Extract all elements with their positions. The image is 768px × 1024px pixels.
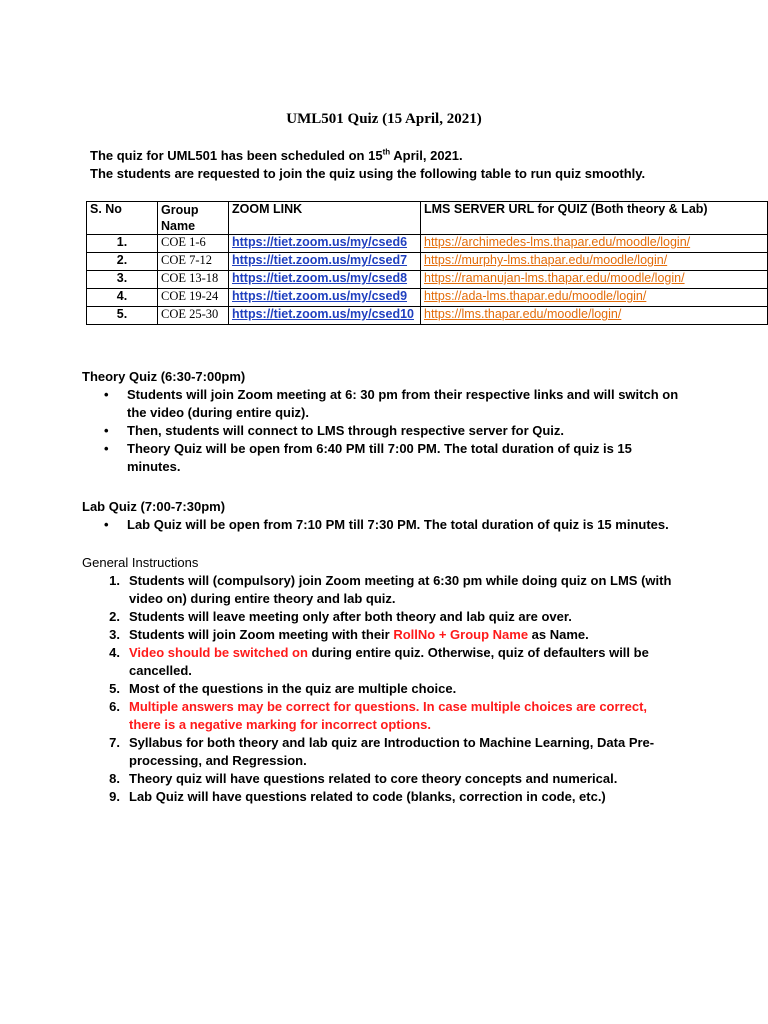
list-item-text: Most of the questions in the quiz are multiple choice. — [129, 681, 457, 696]
table-row — [87, 307, 768, 325]
lms-link[interactable]: https://ramanujan-lms.thapar.edu/moodle/login/ — [421, 271, 768, 289]
theory-quiz-heading: Theory Quiz (6:30-7:00pm) — [82, 369, 246, 384]
lms-link[interactable]: https://ada-lms.thapar.edu/moodle/login/ — [421, 289, 768, 307]
list-item-text: during entire quiz. Otherwise, quiz of defaulters will be cancelled. — [129, 645, 649, 678]
list-item-text: Students will join Zoom meeting at 6: 30 pm from their respective links and will switch on the video (during entire quiz). — [127, 387, 679, 420]
lms-link[interactable]: https://murphy-lms.thapar.edu/moodle/login/ — [421, 253, 768, 271]
lab-quiz-section — [82, 498, 702, 534]
bullet-icon: • — [104, 423, 109, 438]
list-number: 5. — [109, 681, 120, 696]
list-item-text: Theory quiz will have questions related to core theory concepts and numerical. — [129, 771, 618, 786]
list-item — [82, 608, 682, 626]
zoom-link[interactable]: https://tiet.zoom.us/my/csed10 — [229, 307, 421, 325]
list-item — [82, 680, 682, 698]
header-group-line1: Group — [161, 203, 199, 217]
row-sno: 1. — [87, 235, 158, 253]
theory-quiz-section — [82, 368, 682, 476]
row-sno: 2. — [87, 253, 158, 271]
intro-paragraph — [90, 147, 645, 183]
zoom-link[interactable]: https://tiet.zoom.us/my/csed7 — [229, 253, 421, 271]
header-group-line2: Name — [161, 219, 196, 233]
general-instructions-section — [82, 554, 682, 806]
table-header-row — [87, 202, 768, 235]
list-item-text: Lab Quiz will have questions related to code (blanks, correction in code, etc.) — [129, 789, 606, 804]
header-group-name — [158, 202, 229, 235]
links-table — [86, 201, 768, 325]
bullet-icon: • — [104, 517, 109, 532]
header-lms-url: LMS SERVER URL for QUIZ (Both theory & Lab) — [421, 202, 768, 235]
list-item-text: Then, students will connect to LMS through respective server for Quiz. — [127, 423, 565, 438]
intro-date-superscript: th — [382, 147, 391, 157]
lab-quiz-list — [82, 516, 702, 534]
list-item — [82, 698, 682, 734]
list-number: 9. — [109, 789, 120, 804]
list-item-text: Students will leave meeting only after both theory and lab quiz are over. — [129, 609, 572, 624]
list-number: 4. — [109, 645, 120, 660]
row-group: COE 1-6 — [158, 235, 229, 253]
row-group: COE 7-12 — [158, 253, 229, 271]
list-item — [82, 644, 682, 680]
list-item — [82, 440, 682, 476]
list-number: 8. — [109, 771, 120, 786]
intro-line-1-text: The quiz for UML501 has been scheduled on 15 — [90, 148, 383, 163]
list-number: 2. — [109, 609, 120, 624]
lms-link[interactable]: https://archimedes-lms.thapar.edu/moodle/login/ — [421, 235, 768, 253]
list-item-text: Students will join Zoom meeting with their — [129, 627, 394, 642]
table-row — [87, 271, 768, 289]
list-number: 1. — [109, 573, 120, 588]
lms-link[interactable]: https://lms.thapar.edu/moodle/login/ — [421, 307, 768, 325]
list-item-text: Students will (compulsory) join Zoom meeting at 6:30 pm while doing quiz on LMS (with video on) during entire theory and lab quiz. — [129, 573, 672, 606]
intro-line-1-date: April, 2021. — [390, 148, 463, 163]
row-sno: 5. — [87, 307, 158, 325]
row-group: COE 25-30 — [158, 307, 229, 325]
row-group: COE 13-18 — [158, 271, 229, 289]
page-title: UML501 Quiz (15 April, 2021) — [286, 111, 482, 127]
table-row — [87, 253, 768, 271]
table-row — [87, 289, 768, 307]
zoom-link[interactable]: https://tiet.zoom.us/my/csed9 — [229, 289, 421, 307]
highlight-text: Video should be switched on — [129, 645, 308, 660]
row-sno: 4. — [87, 289, 158, 307]
list-number: 3. — [109, 627, 120, 642]
list-item-text: Syllabus for both theory and lab quiz are Introduction to Machine Learning, Data Pre-processing, and Regression. — [129, 735, 655, 768]
intro-line-1 — [90, 147, 645, 165]
bullet-icon: • — [104, 387, 109, 402]
list-item — [82, 386, 682, 422]
list-item — [82, 788, 682, 806]
bullet-icon: • — [104, 441, 109, 456]
zoom-link[interactable]: https://tiet.zoom.us/my/csed6 — [229, 235, 421, 253]
list-item — [82, 626, 682, 644]
row-sno: 3. — [87, 271, 158, 289]
header-sno: S. No — [87, 202, 158, 235]
list-item-text: Lab Quiz will be open from 7:10 PM till 7:30 PM. The total duration of quiz is 15 minutes. — [127, 517, 669, 532]
list-item — [82, 770, 682, 788]
row-group: COE 19-24 — [158, 289, 229, 307]
table-row — [87, 235, 768, 253]
zoom-link[interactable]: https://tiet.zoom.us/my/csed8 — [229, 271, 421, 289]
highlight-text: RollNo + Group Name — [393, 627, 529, 642]
general-instructions-list — [82, 572, 682, 806]
list-item — [82, 516, 702, 534]
list-number: 6. — [109, 699, 120, 714]
list-item-text: as Name. — [528, 627, 589, 642]
list-item — [82, 572, 682, 608]
highlight-text: Multiple answers may be correct for questions. In case multiple choices are correct, there is a negative marking for incorrect options. — [129, 699, 648, 732]
theory-quiz-list — [82, 386, 682, 476]
general-instructions-heading: General Instructions — [82, 555, 199, 570]
list-item — [82, 422, 682, 440]
lab-quiz-heading: Lab Quiz (7:00-7:30pm) — [82, 499, 226, 514]
header-zoom-link: ZOOM LINK — [229, 202, 421, 235]
list-number: 7. — [109, 735, 120, 750]
intro-line-2: The students are requested to join the quiz using the following table to run quiz smoothly. — [90, 166, 646, 181]
list-item — [82, 734, 682, 770]
list-item-text: Theory Quiz will be open from 6:40 PM till 7:00 PM. The total duration of quiz is 15 minutes. — [127, 441, 632, 474]
